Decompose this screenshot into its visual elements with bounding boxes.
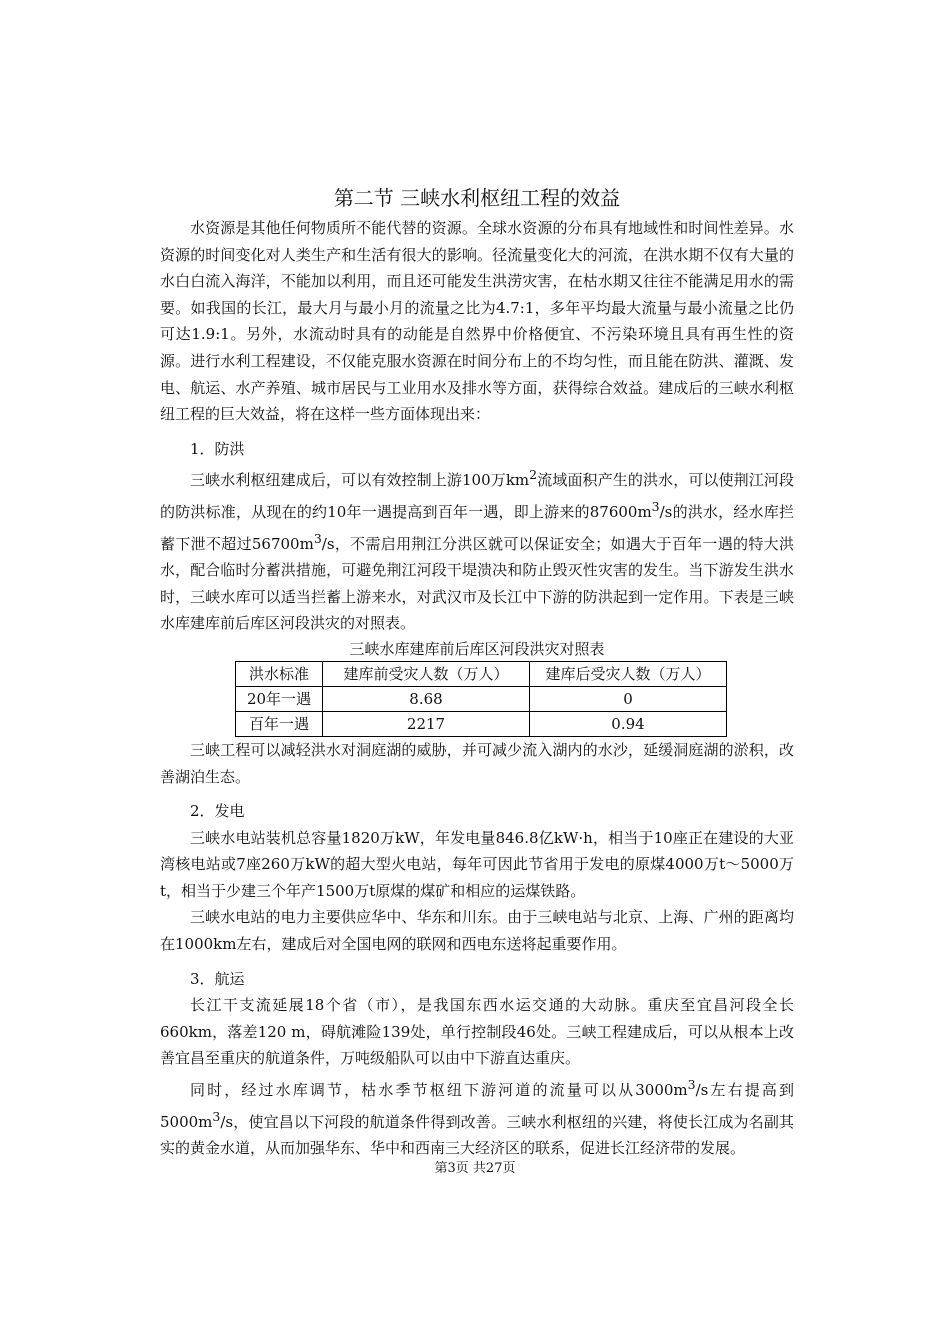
intro-paragraph: 水资源是其他任何物质所不能代替的资源。全球水资源的分布具有地域性和时间性差异。水资源的时间变化对人类生产和生活有很大的影响。径流量变化大的河流，在洪水期不仅有大量的水白白流入海洋，不能加以利用，而且还可能发生洪涝灾害，在枯水期又往往不能满足用水的需要。如我国的长江，最大月与最小月的流量之比为4.7:1，多年平均最大流量与最小流量之比仍可达1.9:1。另外，水流动时具有的动能是自然界中价格便宜、不污染环境且具有再生性的资源。进行水利工程建设，不仅能克服水资源在时间分布上的不均匀性，而且能在防洪、灌溉、发电、航运、水产养殖、城市居民与工业用水及排水等方面，获得综合效益。建成后的三峡水利枢纽工程的巨大效益，将在这样一些方面体现出来： [160,219,794,424]
flood-paragraph-2: 三峡工程可以减轻洪水对洞庭湖的威胁，并可减少流入湖内的水沙，延缓洞庭湖的淤积，改善湖泊生态。 [160,740,794,786]
section-title: 第二节 三峡水利枢纽工程的效益 [333,186,621,210]
table-cell: 20年一遇 [236,686,323,711]
table-cell: 0 [530,686,727,711]
table-row [236,686,727,711]
table-header-cell: 建库前受灾人数（万人） [323,661,530,686]
table-cell: 百年一遇 [236,711,323,736]
table-header-cell: 洪水标准 [236,661,323,686]
table-header-cell: 建库后受灾人数（万人） [530,661,727,686]
table-caption: 三峡水库建库前后库区河段洪灾对照表 [349,639,605,658]
page-footer: 第3页 共27页 [434,1161,516,1176]
heading-flood-control: 1．防洪 [190,439,245,458]
document-page [160,183,794,1162]
navigation-paragraph-2: 同时，经过水库调节，枯水季节枢纽下游河道的流量可以从$3000m^3/s$左右提高到$5000m^3/s$，使宜昌以下河段的航道条件得到改善。三峡水利枢纽的兴建，将使长江成为名副其实的黄金水道，从而加强华东、华中和西南三大经济区的联系，促进长江经济带的发展。 [160,1077,794,1158]
navigation-paragraph-1: 长江干支流延展18个省（市），是我国东西水运交通的大动脉。重庆至宜昌河段全长660km，落差120 m，碍航滩险139处，单行控制段46处。三峡工程建成后，可以从根本上改善宜昌至重庆的航道条件，万吨级船队可以由中下游直达重庆。 [160,996,794,1068]
flood-paragraph-1: 三峡水利枢纽建成后，可以有效控制上游100万$km^2$流域面积产生的洪水，可以使荆江河段的防洪标准，从现在的约10年一遇提高到百年一遇，即上游来的$87600m^3/s$的洪水，经水库拦蓄下泄不超过$56700m^3/s$，不需启用荆江分洪区就可以保证安全；如遇大于百年一遇的特大洪水，配合临时分蓄洪措施，可避免荆江河段干堤溃决和防止毁灭性灾害的发生。当下游发生洪水时，三峡水库可以适当拦蓄上游来水，对武汉市及长江中下游的防洪起到一定作用。下表是三峡水库建库前后库区河段洪灾的对照表。 [160,467,794,633]
table-cell: 0.94 [530,711,727,736]
table-header-row [236,661,727,686]
heading-power-generation: 2．发电 [190,802,245,821]
power-paragraph-2: 三峡水电站的电力主要供应华中、华东和川东。由于三峡电站与北京、上海、广州的距离均在1000km左右，建成后对全国电网的联网和西电东送将起重要作用。 [160,908,794,954]
power-paragraph-1: 三峡水电站装机总容量1820万kW，年发电量846.8亿kW·h，相当于10座正在建设的大亚湾核电站或7座260万kW的超大型火电站，每年可因此节省用于发电的原煤4000万t～5000万t，相当于少建三个年产1500万t原煤的煤矿和相应的运煤铁路。 [160,828,794,900]
table-row [236,711,727,736]
table-cell: 2217 [323,711,530,736]
heading-navigation: 3．航运 [190,969,245,988]
table-cell: 8.68 [323,686,530,711]
flood-comparison-table [235,661,727,737]
